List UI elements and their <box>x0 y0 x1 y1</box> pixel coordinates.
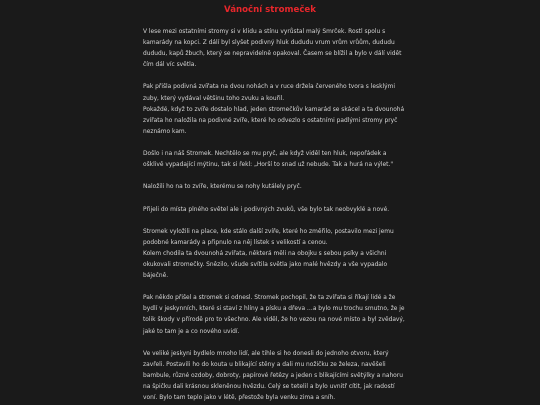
paragraph: Ve veliké jeskyni bydlelo mnoho lidí, ale tihle si ho donesli do jednoho otvoru, který zavřeli. Postavili ho do kouta u blikající stěny a dali mu nožičku ze železa, navěšeli bambule, různé ozdoby, dobroty, papírové řetězy a jeden s blikajícími světýlky a nahoru na špičku dali krásnou skleněnou hvězdu. Celý se tetelil a bylo uvnitř cítit, jak radostí voní. Bylo tam teplo jako v létě, přestože byla venku zima a sníh. <box>143 350 403 402</box>
paragraph: Došlo i na náš Stromek. Nechtělo se mu pryč, ale když viděl ten hluk, nepořádek a ošklivě vypadající mýtinu, tak si řekl: „Horší to snad už nebude. Tak a hurá na výlet." <box>143 151 394 169</box>
paragraph: Pak přišla podivná zvířata na dvou nohách a v ruce držela červeného tvora s lesklými zuby, který vydával většinu toho zvuku a kouřil. Pokaždé, když to zvíře dostalo hlad, jeden stromečkův kamarád se skácel a ta dvounohá zvířata ho naložila na podivné zvíře, které ho odvezlo s ostatními padlými stromy pryč neznámo kam. <box>143 84 405 135</box>
paragraph: Stromek vyložili na place, kde stálo další zvíře, které ho změřilo, postavilo mezi jemu podobné kamarády a připnulo na něj lístek s velikostí a cenou. Kolem chodila ta dvounohá zvířata, některá měli na obojku s sebou psíky a všichni okukovali stromečky. Snězilo, všude svítila světla jako malé hvězdy a vše vypadalo báječně. <box>143 228 394 280</box>
paragraph: V lese mezi ostatními stromy si v klidu a stínu vyrůstal malý Smrček. Rostl spolu s kamarády na kopci. Z dálí byl slyšet podivný hluk dududu vrum vrům vrůům, dududu dududu, kapů žbuch, který se nepravidelně opakoval. Časem se blížil a bylo v dálí vidět čím dál víc světla. <box>143 29 402 69</box>
story-text <box>143 27 405 405</box>
page-title: Vánoční stromeček <box>224 5 316 15</box>
paragraph: Pak někdo přišel a stromek si odnesl. Stromek pochopil, že ta zvířata si říkají lidé a že bydlí v jeskynních, které si staví z hlíny a písku a dřeva …a bylo mu trochu smutno, že je tolik škody v přírodě pro to všechno. Ale viděl, že ho vezou na nové místo a byl zvědavý, jaké to tam je a co nového uvidí. <box>143 295 405 335</box>
paragraph: Naložili ho na to zvíře, kterému se nohy kutálely pryč. <box>143 184 302 191</box>
paragraph: Přijeli do místa plného světel ale i podivných zvuků, vše bylo tak neobvyklé a nové. <box>143 206 390 213</box>
